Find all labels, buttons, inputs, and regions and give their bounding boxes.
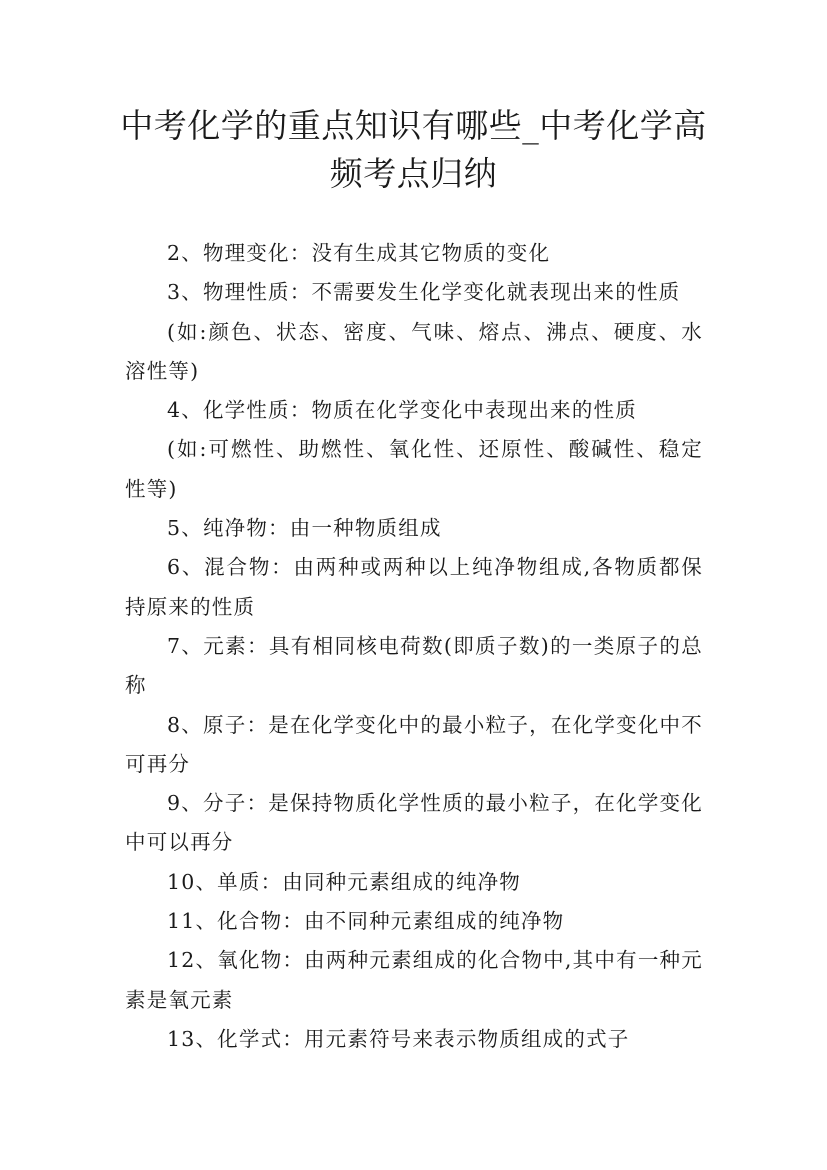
document-body [125,234,703,1059]
paragraph: 5、纯净物：由一种物质组成 [167,516,442,541]
paragraph: 12、氧化物：由两种元素组成的化合物中,其中有一种元素是氧元素 [125,948,703,1012]
paragraph: 6、混合物：由两种或两种以上纯净物组成,各物质都保持原来的性质 [125,555,703,619]
paragraph: (如:颜色、状态、密度、气味、熔点、沸点、硬度、水溶性等) [125,319,703,383]
paragraph: 13、化学式：用元素符号来表示物质组成的式子 [167,1026,630,1051]
paragraph: 9、分子：是保持物质化学性质的最小粒子，在化学变化中可以再分 [125,791,703,855]
paragraph: (如:可燃性、助燃性、氧化性、还原性、酸碱性、稳定性等) [125,437,703,501]
paragraph: 2、物理变化：没有生成其它物质的变化 [167,241,551,265]
paragraph: 3、物理性质：不需要发生化学变化就表现出来的性质 [167,280,681,305]
paragraph: 7、元素：具有相同核电荷数(即质子数)的一类原子的总称 [125,633,703,698]
paragraph: 8、原子：是在化学变化中的最小粒子，在化学变化中不可再分 [125,712,703,776]
paragraph: 11、化合物：由不同种元素组成的纯净物 [167,909,565,934]
paragraph: 10、单质：由同种元素组成的纯净物 [167,869,521,894]
paragraph: 4、化学性质：物质在化学变化中表现出来的性质 [167,398,637,423]
document-title: 中考化学的重点知识有哪些_中考化学高频考点归纳 [120,106,707,193]
